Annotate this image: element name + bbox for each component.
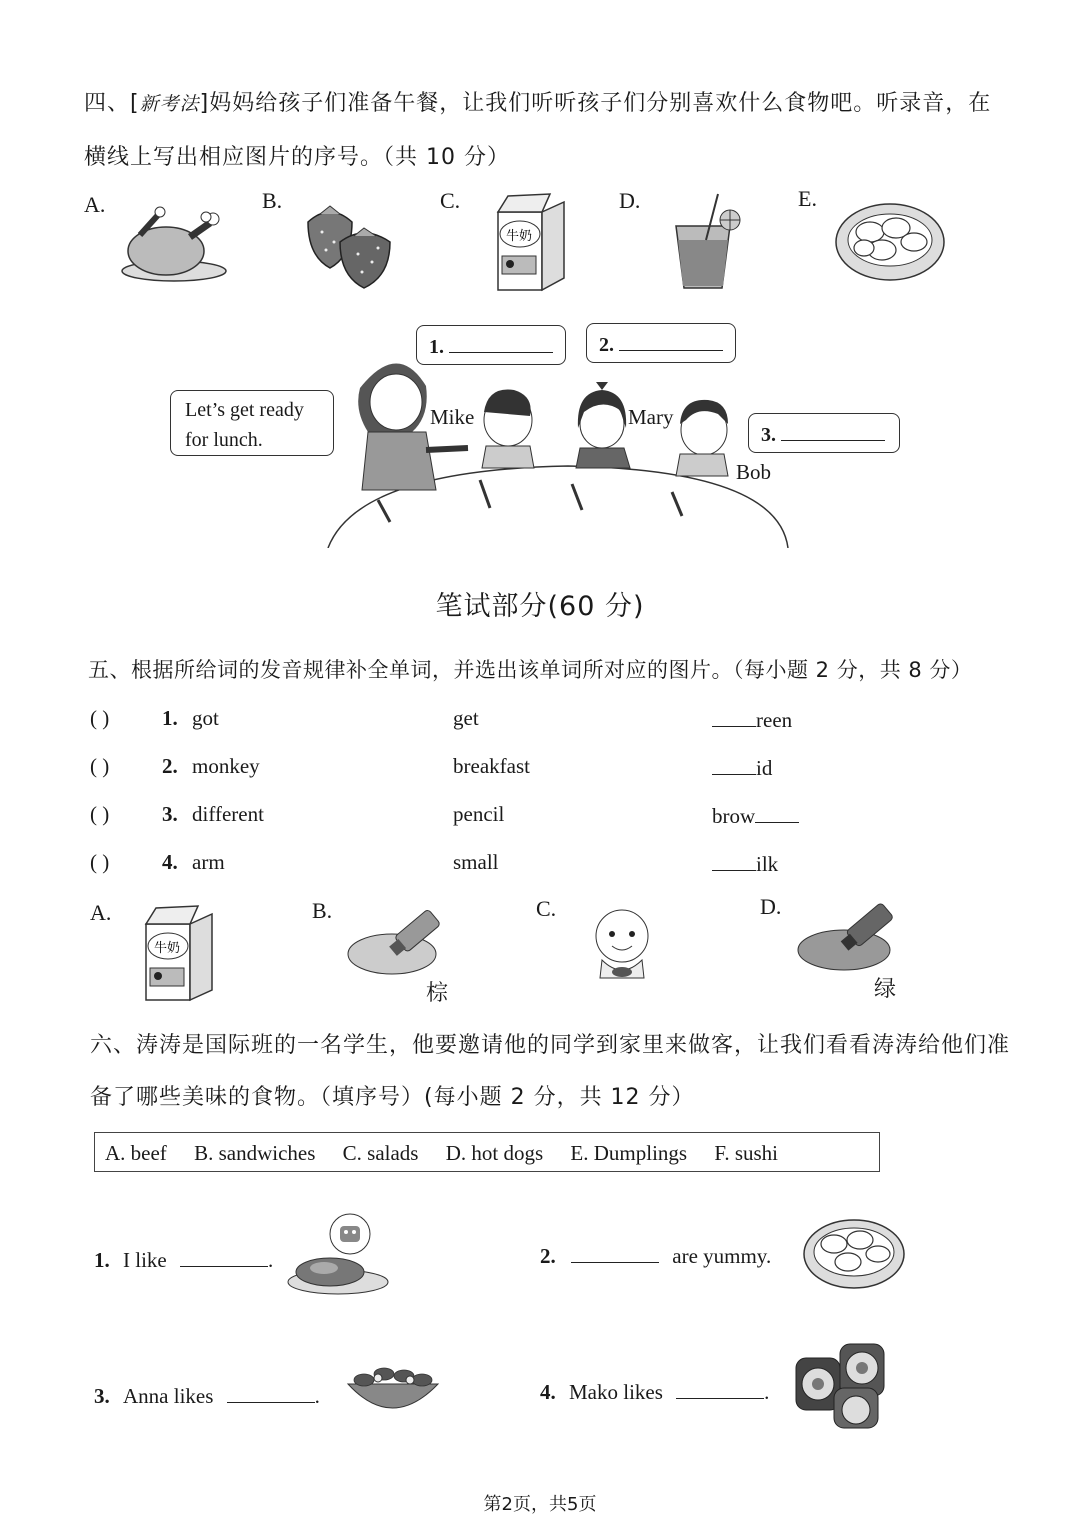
word-blank[interactable] <box>712 850 756 871</box>
choice-d: D. hot dogs <box>445 1141 544 1165</box>
q4-text: Mako likes <box>569 1380 663 1404</box>
answer-paren[interactable]: ( ) <box>90 802 110 826</box>
q1-text: I like <box>123 1248 167 1272</box>
q2-text: are yummy. <box>672 1244 772 1268</box>
written-section-header: 笔试部分(60 分) <box>435 591 645 622</box>
new-exam-tag: [新考法] <box>130 91 210 116</box>
word-1: got <box>192 706 219 730</box>
q3-period: . <box>314 1384 320 1408</box>
choice-f: F. sushi <box>714 1141 779 1165</box>
milk-label: 牛奶 <box>154 941 181 956</box>
word-3: brow <box>712 802 799 829</box>
roast-chicken-icon <box>118 205 230 285</box>
word-2: pencil <box>453 802 505 826</box>
salad-bowl-icon <box>344 1362 442 1422</box>
beef-steak-icon <box>284 1212 394 1296</box>
word-blank[interactable] <box>755 802 799 823</box>
page-footer: 第2页，共5页 <box>483 1494 597 1515</box>
word-3: ilk <box>712 850 778 877</box>
milk-carton-icon <box>490 192 568 294</box>
sec4-option-d: D. <box>619 188 641 213</box>
sec5-option-b: B. <box>312 898 333 923</box>
name-bob: Bob <box>736 460 772 484</box>
bubble-1-number: 1. <box>429 336 444 358</box>
row-number: 3. <box>162 802 178 826</box>
orange-juice-icon <box>668 190 748 294</box>
word-3: reen <box>712 706 792 733</box>
name-mary: Mary <box>628 405 674 429</box>
q2-answer-blank[interactable] <box>571 1242 659 1263</box>
sec5-option-c: C. <box>536 896 557 921</box>
q1-answer-blank[interactable] <box>180 1246 268 1267</box>
bubble-2-number: 2. <box>599 334 614 356</box>
sec4-number: 四、 <box>84 91 131 116</box>
speech-bubble-2 <box>586 323 736 363</box>
word-2: small <box>453 850 499 874</box>
sec5-option-d: D. <box>760 894 782 919</box>
speech-bubble-3 <box>748 413 900 453</box>
q3-number: 3. <box>94 1384 110 1408</box>
q1-period: . <box>267 1248 274 1272</box>
answer-paren[interactable]: ( ) <box>90 706 110 730</box>
answer-paren[interactable]: ( ) <box>90 850 110 874</box>
answer-paren[interactable]: ( ) <box>90 754 110 778</box>
mom-speech-line1: Let’s get ready <box>185 399 304 421</box>
dumplings-plate-icon <box>802 1214 906 1290</box>
choice-a: A. beef <box>105 1141 167 1165</box>
sushi-icon <box>790 1338 892 1434</box>
label-green: 绿 <box>874 977 897 1002</box>
brown-paint-icon <box>346 902 446 978</box>
word-2: breakfast <box>453 754 530 778</box>
sec6-question-3 <box>94 1382 320 1409</box>
baby-kid-icon <box>582 904 662 984</box>
bubble-2-answer-blank[interactable] <box>619 330 723 351</box>
sec4-option-b: B. <box>262 188 283 213</box>
choice-e: E. Dumplings <box>570 1141 688 1165</box>
strawberry-icon <box>300 198 396 290</box>
word-1: arm <box>192 850 225 874</box>
row-number: 1. <box>162 706 178 730</box>
word-bank-box <box>94 1132 880 1172</box>
bubble-3-answer-blank[interactable] <box>781 420 885 441</box>
word-1: monkey <box>192 754 260 778</box>
sec5-title: 五、根据所给词的发音规律补全单词，并选出该单词所对应的图片。（每小题 2 分，共 8 分） <box>88 658 973 682</box>
q1-number: 1. <box>94 1248 110 1272</box>
word-1: different <box>192 802 264 826</box>
mom-speech-line2: for lunch. <box>185 429 263 451</box>
sec5-option-a: A. <box>90 900 112 925</box>
word-3: id <box>712 754 772 781</box>
sec4-option-a: A. <box>84 192 106 217</box>
q2-number: 2. <box>540 1244 556 1268</box>
q4-answer-blank[interactable] <box>676 1378 764 1399</box>
word-blank[interactable] <box>712 706 756 727</box>
word-blank[interactable] <box>712 754 756 775</box>
row-number: 4. <box>162 850 178 874</box>
name-mike: Mike <box>430 405 475 429</box>
q4-period: . <box>764 1380 770 1404</box>
speech-bubble-1 <box>416 325 566 365</box>
sec4-title-line2: 横线上写出相应图片的序号。（共 10 分） <box>84 145 510 170</box>
q3-answer-blank[interactable] <box>227 1382 315 1403</box>
q4-number: 4. <box>540 1380 556 1404</box>
sec6-question-2 <box>540 1242 771 1269</box>
milk-carton-icon <box>140 902 218 1004</box>
word-2: get <box>453 706 479 730</box>
dumplings-plate-icon <box>834 200 946 282</box>
sec4-title-line1 <box>84 86 991 117</box>
q3-text: Anna likes <box>123 1384 214 1408</box>
green-paint-icon <box>796 900 904 976</box>
label-brown: 棕 <box>426 981 449 1006</box>
bubble-1-answer-blank[interactable] <box>449 332 553 353</box>
row-number: 2. <box>162 754 178 778</box>
sec4-option-c: C. <box>440 188 461 213</box>
bubble-3-number: 3. <box>761 424 776 446</box>
sec6-question-4 <box>540 1378 769 1405</box>
milk-label: 牛奶 <box>506 229 533 244</box>
sec6-title-line1: 六、涛涛是国际班的一名学生，他要邀请他的同学到家里来做客，让我们看看涛涛给他们准 <box>90 1033 1011 1058</box>
mom-speech-bubble <box>170 390 334 456</box>
sec6-title-line2: 备了哪些美味的食物。（填序号）(每小题 2 分，共 12 分） <box>90 1085 695 1110</box>
sec6-question-1 <box>94 1246 273 1273</box>
choice-b: B. sandwiches <box>194 1141 316 1165</box>
sec4-title-text: 妈妈给孩子们准备午餐，让我们听听孩子们分别喜欢什么食物吧。听录音，在 <box>209 91 992 116</box>
choice-c: C. salads <box>342 1141 419 1165</box>
sec4-option-e: E. <box>798 186 817 211</box>
